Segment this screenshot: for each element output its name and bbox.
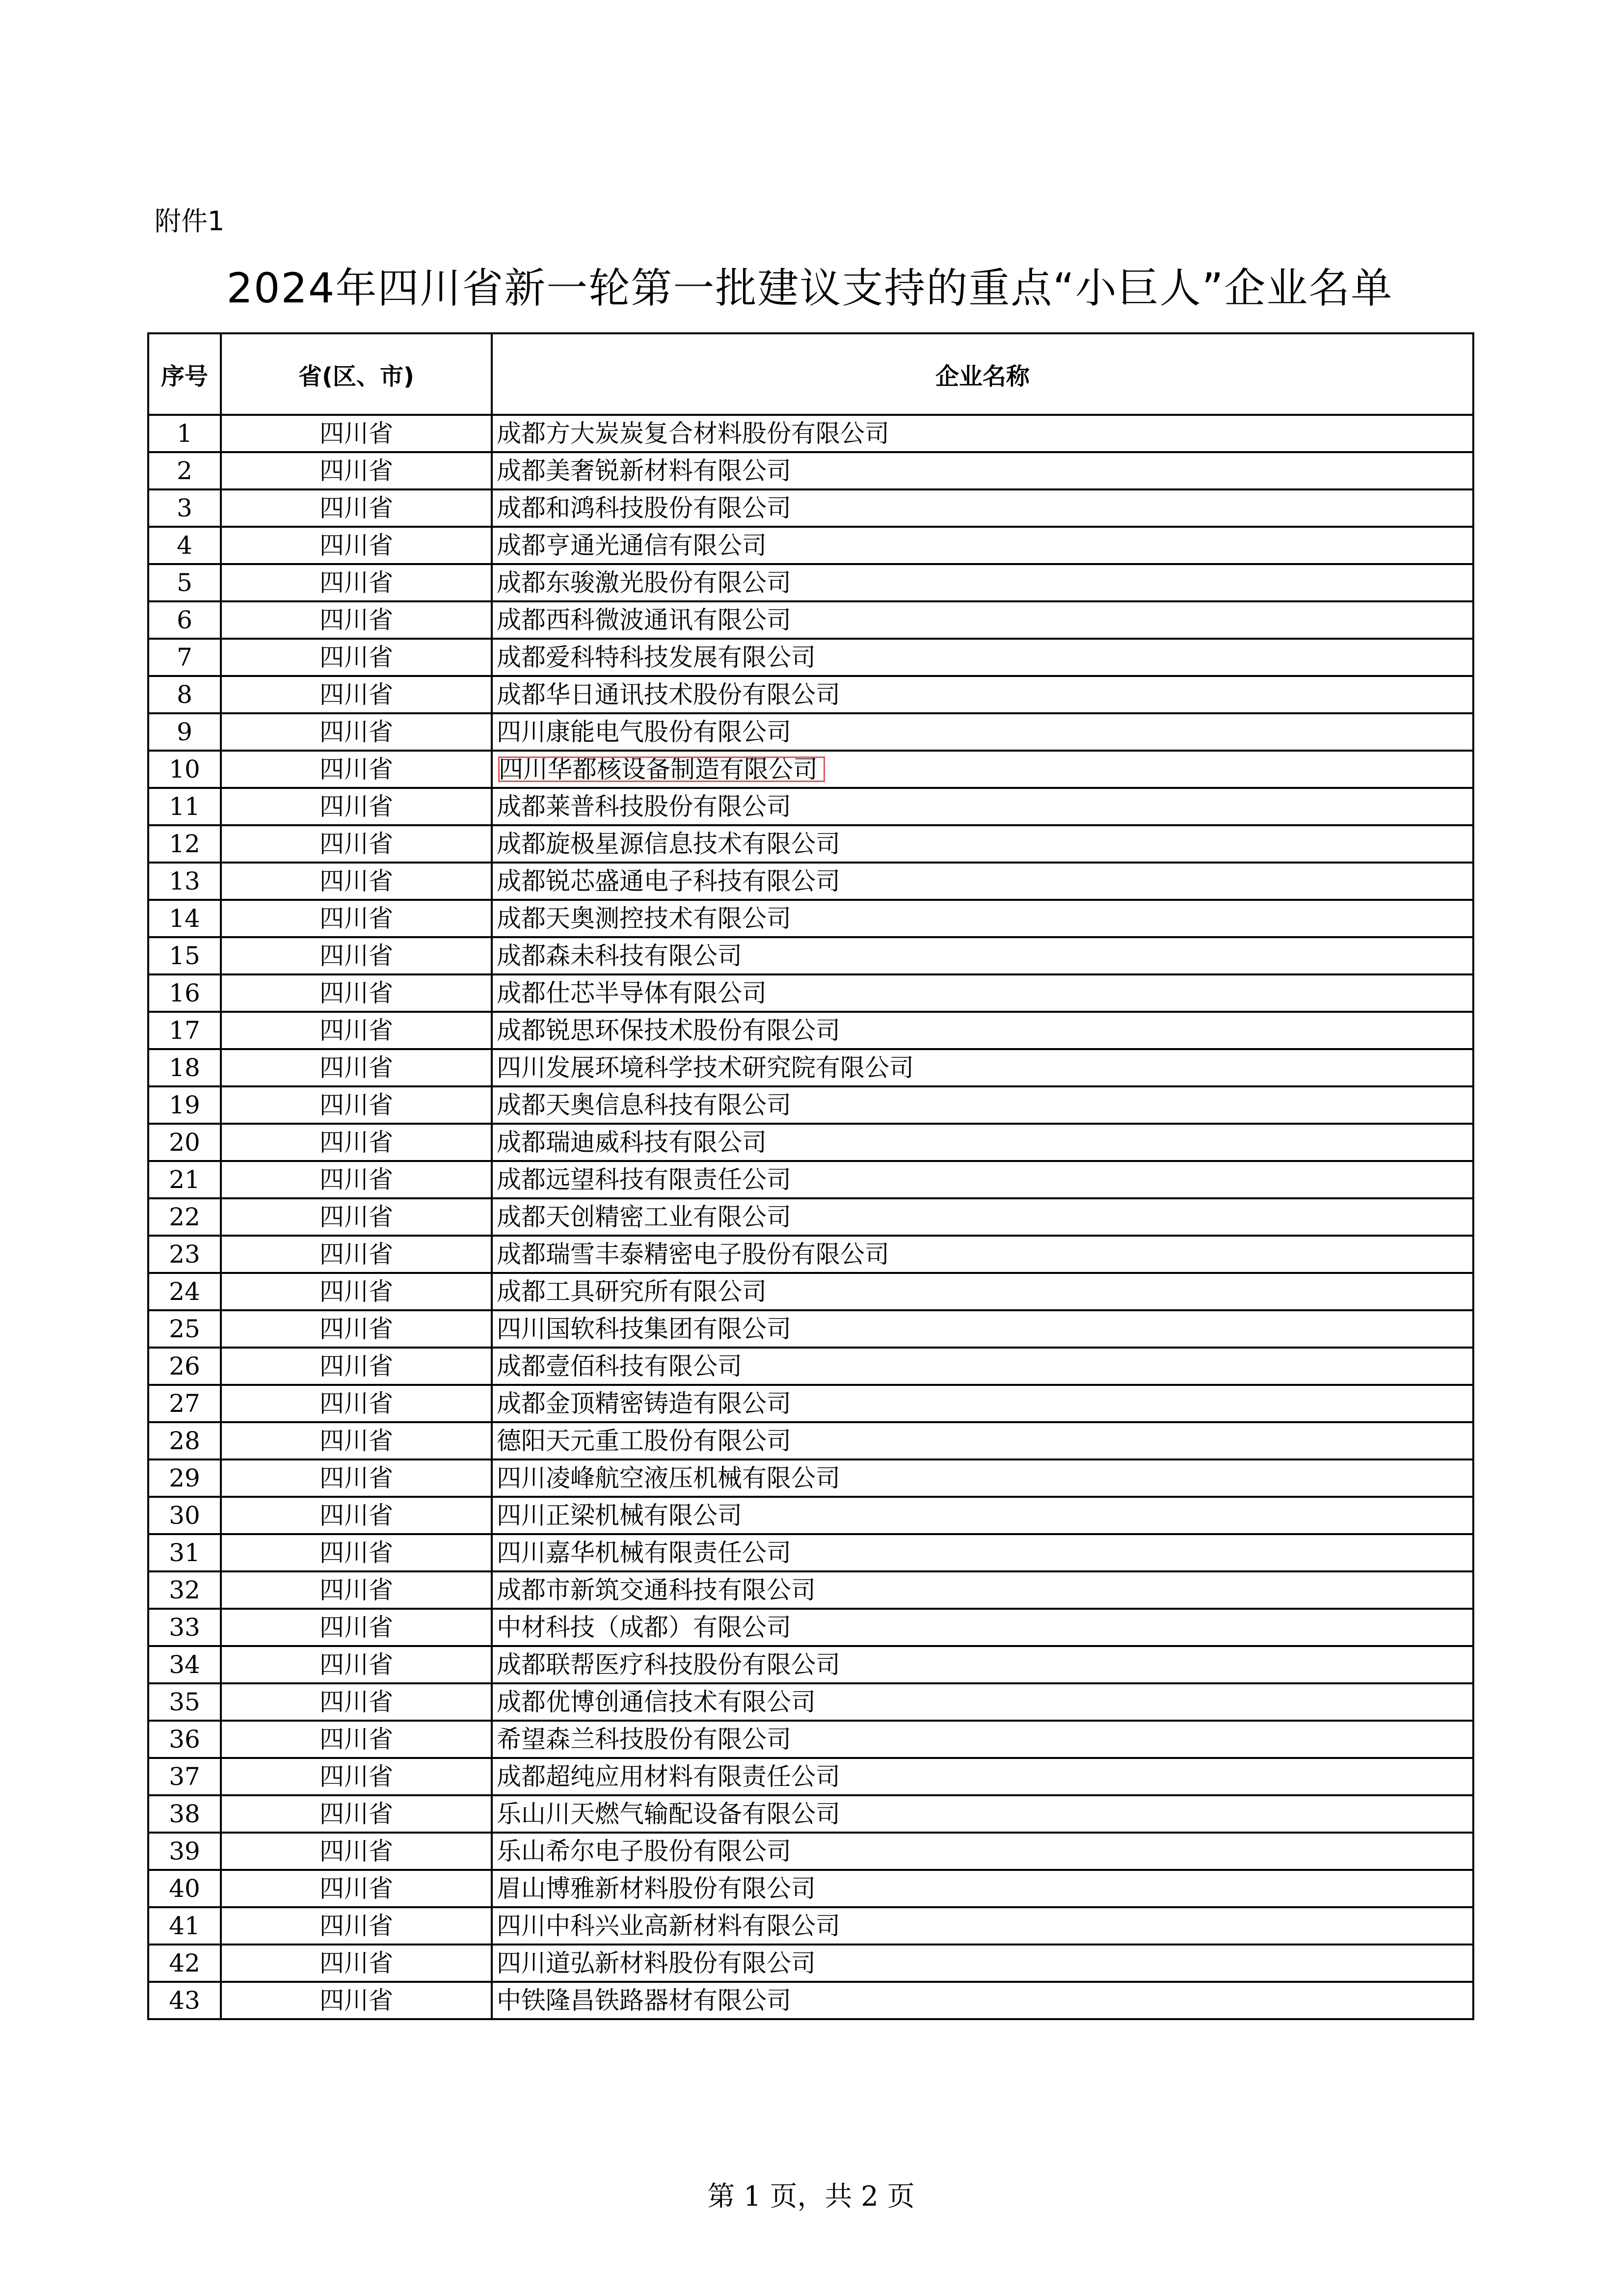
company-name-text: 乐山希尔电子股份有限公司 — [497, 1837, 791, 1865]
company-name-cell — [492, 489, 1473, 527]
serial-number-cell: 8 — [148, 676, 221, 713]
company-name-cell — [492, 713, 1473, 751]
table-row — [148, 1459, 1473, 1497]
province-cell: 四川省 — [221, 1795, 492, 1833]
company-name-cell — [492, 1161, 1473, 1198]
company-name-cell — [492, 1086, 1473, 1124]
table-row — [148, 1982, 1473, 2019]
province-cell: 四川省 — [221, 1198, 492, 1236]
company-name-cell — [492, 1758, 1473, 1795]
table-row — [148, 1236, 1473, 1273]
province-cell: 四川省 — [221, 1497, 492, 1534]
province-cell: 四川省 — [221, 1124, 492, 1161]
serial-number-cell: 26 — [148, 1348, 221, 1385]
province-cell: 四川省 — [221, 527, 492, 564]
province-cell: 四川省 — [221, 1236, 492, 1273]
table-row — [148, 1049, 1473, 1086]
company-name-text: 成都联帮医疗科技股份有限公司 — [497, 1650, 840, 1679]
company-name-text: 四川康能电气股份有限公司 — [497, 718, 791, 746]
province-cell: 四川省 — [221, 1049, 492, 1086]
company-name-text: 成都亨通光通信有限公司 — [497, 531, 767, 560]
province-cell: 四川省 — [221, 974, 492, 1012]
company-name-text: 成都天创精密工业有限公司 — [497, 1203, 791, 1231]
province-cell: 四川省 — [221, 639, 492, 676]
company-name-text: 成都锐芯盛通电子科技有限公司 — [497, 867, 840, 895]
serial-number-cell: 6 — [148, 601, 221, 639]
company-table — [147, 332, 1474, 2020]
serial-number-cell: 14 — [148, 900, 221, 937]
company-name-text: 四川发展环境科学技术研究院有限公司 — [497, 1053, 914, 1082]
company-name-text: 成都和鸿科技股份有限公司 — [497, 494, 791, 522]
company-name-cell — [492, 1124, 1473, 1161]
company-name-cell — [492, 452, 1473, 489]
company-name-cell — [492, 415, 1473, 452]
page-footer: 第 1 页，共 2 页 — [707, 2181, 915, 2213]
company-name-cell — [492, 1795, 1473, 1833]
serial-number-cell: 42 — [148, 1945, 221, 1982]
company-name-cell — [492, 601, 1473, 639]
table-row — [148, 825, 1473, 863]
province-cell: 四川省 — [221, 788, 492, 825]
company-name-cell — [492, 1459, 1473, 1497]
table-row — [148, 676, 1473, 713]
company-name-text: 成都森未科技有限公司 — [497, 942, 742, 970]
table-row — [148, 1198, 1473, 1236]
serial-number-cell: 39 — [148, 1833, 221, 1870]
serial-number-cell: 13 — [148, 863, 221, 900]
serial-number-cell: 31 — [148, 1534, 221, 1571]
province-cell: 四川省 — [221, 1310, 492, 1348]
company-name-text: 乐山川天燃气输配设备有限公司 — [497, 1800, 840, 1828]
company-name-cell — [492, 1422, 1473, 1459]
company-name-cell — [492, 1683, 1473, 1721]
serial-number-cell: 12 — [148, 825, 221, 863]
company-name-text: 成都天奥测控技术有限公司 — [497, 904, 791, 933]
province-cell: 四川省 — [221, 937, 492, 974]
province-cell: 四川省 — [221, 1833, 492, 1870]
company-name-cell — [492, 1348, 1473, 1385]
table-row — [148, 1161, 1473, 1198]
province-cell: 四川省 — [221, 601, 492, 639]
company-name-cell — [492, 1534, 1473, 1571]
serial-number-cell: 18 — [148, 1049, 221, 1086]
company-name-cell — [492, 564, 1473, 601]
company-name-cell — [492, 1198, 1473, 1236]
table-row — [148, 1012, 1473, 1049]
serial-number-cell: 4 — [148, 527, 221, 564]
province-cell: 四川省 — [221, 1459, 492, 1497]
company-name-text: 四川嘉华机械有限责任公司 — [497, 1539, 791, 1567]
province-cell: 四川省 — [221, 1683, 492, 1721]
table-row — [148, 1348, 1473, 1385]
serial-number-cell: 36 — [148, 1721, 221, 1758]
company-name-cell — [492, 974, 1473, 1012]
company-name-text: 成都超纯应用材料有限责任公司 — [497, 1762, 840, 1791]
table-row — [148, 489, 1473, 527]
company-name-text: 成都瑞迪威科技有限公司 — [497, 1128, 767, 1157]
table-row — [148, 751, 1473, 788]
company-name-text: 中铁隆昌铁路器材有限公司 — [497, 1986, 791, 2015]
serial-number-cell: 3 — [148, 489, 221, 527]
serial-number-cell: 41 — [148, 1907, 221, 1945]
company-name-text: 成都旋极星源信息技术有限公司 — [497, 830, 840, 858]
table-row — [148, 1609, 1473, 1646]
company-name-text: 成都西科微波通讯有限公司 — [497, 606, 791, 634]
company-name-text: 成都市新筑交通科技有限公司 — [497, 1576, 816, 1604]
table-row — [148, 1534, 1473, 1571]
table-row — [148, 1907, 1473, 1945]
company-name-cell — [492, 676, 1473, 713]
province-cell: 四川省 — [221, 564, 492, 601]
company-name-text: 成都华日通讯技术股份有限公司 — [497, 680, 840, 709]
table-row — [148, 1124, 1473, 1161]
company-name-cell — [492, 1571, 1473, 1609]
serial-number-cell: 7 — [148, 639, 221, 676]
serial-number-cell: 40 — [148, 1870, 221, 1907]
company-name-cell — [492, 1945, 1473, 1982]
serial-number-cell: 21 — [148, 1161, 221, 1198]
province-cell: 四川省 — [221, 1907, 492, 1945]
table-row — [148, 863, 1473, 900]
table-row — [148, 1273, 1473, 1310]
province-cell: 四川省 — [221, 1161, 492, 1198]
serial-number-cell: 19 — [148, 1086, 221, 1124]
province-cell: 四川省 — [221, 415, 492, 452]
serial-number-cell: 38 — [148, 1795, 221, 1833]
table-row — [148, 1833, 1473, 1870]
attachment-label: 附件1 — [155, 206, 225, 237]
company-name-text: 四川道弘新材料股份有限公司 — [497, 1949, 816, 1977]
table-row — [148, 713, 1473, 751]
table-row — [148, 639, 1473, 676]
company-name-text: 中材科技（成都）有限公司 — [497, 1613, 791, 1642]
company-name-text: 希望森兰科技股份有限公司 — [497, 1725, 791, 1754]
province-cell: 四川省 — [221, 863, 492, 900]
serial-number-cell: 43 — [148, 1982, 221, 2019]
province-cell: 四川省 — [221, 1870, 492, 1907]
table-row — [148, 1571, 1473, 1609]
table-row — [148, 788, 1473, 825]
table-row — [148, 1945, 1473, 1982]
company-name-cell — [492, 1721, 1473, 1758]
serial-number-cell: 29 — [148, 1459, 221, 1497]
province-cell: 四川省 — [221, 1534, 492, 1571]
header-company-name: 企业名称 — [492, 333, 1473, 415]
serial-number-cell: 16 — [148, 974, 221, 1012]
company-name-text: 四川华都核设备制造有限公司 — [497, 755, 826, 783]
company-name-text: 成都天奥信息科技有限公司 — [497, 1091, 791, 1119]
company-name-cell — [492, 1012, 1473, 1049]
province-cell: 四川省 — [221, 452, 492, 489]
table-header — [148, 333, 1473, 415]
company-name-cell — [492, 900, 1473, 937]
province-cell: 四川省 — [221, 900, 492, 937]
header-province: 省(区、市) — [221, 333, 492, 415]
company-name-text: 四川凌峰航空液压机械有限公司 — [497, 1464, 840, 1492]
table-row — [148, 601, 1473, 639]
company-name-cell — [492, 1310, 1473, 1348]
province-cell: 四川省 — [221, 1012, 492, 1049]
company-name-cell — [492, 751, 1473, 788]
header-row — [148, 333, 1473, 415]
table-row — [148, 415, 1473, 452]
province-cell: 四川省 — [221, 676, 492, 713]
company-name-cell — [492, 1870, 1473, 1907]
serial-number-cell: 9 — [148, 713, 221, 751]
province-cell: 四川省 — [221, 1945, 492, 1982]
table-row — [148, 900, 1473, 937]
province-cell: 四川省 — [221, 1273, 492, 1310]
table-row — [148, 1795, 1473, 1833]
company-name-text: 成都优博创通信技术有限公司 — [497, 1688, 816, 1716]
province-cell: 四川省 — [221, 713, 492, 751]
company-name-cell — [492, 788, 1473, 825]
province-cell: 四川省 — [221, 1982, 492, 2019]
company-name-text: 成都仕芯半导体有限公司 — [497, 979, 767, 1007]
table-row — [148, 452, 1473, 489]
serial-number-cell: 32 — [148, 1571, 221, 1609]
province-cell: 四川省 — [221, 1571, 492, 1609]
serial-number-cell: 17 — [148, 1012, 221, 1049]
province-cell: 四川省 — [221, 1609, 492, 1646]
company-name-text: 成都金顶精密铸造有限公司 — [497, 1389, 791, 1418]
serial-number-cell: 10 — [148, 751, 221, 788]
company-name-cell — [492, 863, 1473, 900]
province-cell: 四川省 — [221, 1758, 492, 1795]
serial-number-cell: 35 — [148, 1683, 221, 1721]
serial-number-cell: 1 — [148, 415, 221, 452]
table-row — [148, 1385, 1473, 1422]
company-name-text: 成都莱普科技股份有限公司 — [497, 792, 791, 821]
company-name-text: 成都瑞雪丰泰精密电子股份有限公司 — [497, 1240, 889, 1269]
serial-number-cell: 33 — [148, 1609, 221, 1646]
province-cell: 四川省 — [221, 1086, 492, 1124]
table-row — [148, 1683, 1473, 1721]
serial-number-cell: 5 — [148, 564, 221, 601]
table-row — [148, 1310, 1473, 1348]
company-name-text: 成都锐思环保技术股份有限公司 — [497, 1016, 840, 1045]
table-row — [148, 1646, 1473, 1683]
company-name-cell — [492, 1273, 1473, 1310]
table-row — [148, 937, 1473, 974]
company-name-cell — [492, 1907, 1473, 1945]
table-row — [148, 527, 1473, 564]
serial-number-cell: 30 — [148, 1497, 221, 1534]
serial-number-cell: 22 — [148, 1198, 221, 1236]
province-cell: 四川省 — [221, 751, 492, 788]
company-name-text: 四川中科兴业高新材料有限公司 — [497, 1912, 840, 1940]
serial-number-cell: 15 — [148, 937, 221, 974]
province-cell: 四川省 — [221, 1385, 492, 1422]
company-name-cell — [492, 1497, 1473, 1534]
serial-number-cell: 23 — [148, 1236, 221, 1273]
table-body — [148, 415, 1473, 2019]
province-cell: 四川省 — [221, 1348, 492, 1385]
company-name-cell — [492, 1236, 1473, 1273]
table-row — [148, 564, 1473, 601]
company-name-cell — [492, 1646, 1473, 1683]
company-name-text: 成都工具研究所有限公司 — [497, 1277, 767, 1306]
company-name-cell — [492, 639, 1473, 676]
province-cell: 四川省 — [221, 1721, 492, 1758]
serial-number-cell: 27 — [148, 1385, 221, 1422]
company-name-text: 成都爱科特科技发展有限公司 — [497, 643, 816, 672]
company-name-cell — [492, 1982, 1473, 2019]
serial-number-cell: 34 — [148, 1646, 221, 1683]
company-name-text: 成都东骏激光股份有限公司 — [497, 568, 791, 597]
province-cell: 四川省 — [221, 1422, 492, 1459]
company-name-cell — [492, 1609, 1473, 1646]
province-cell: 四川省 — [221, 1646, 492, 1683]
company-name-cell — [492, 527, 1473, 564]
document-title: 2024年四川省新一轮第一批建议支持的重点“小巨人”企业名单 — [226, 264, 1393, 312]
serial-number-cell: 25 — [148, 1310, 221, 1348]
company-name-text: 成都壹佰科技有限公司 — [497, 1352, 742, 1380]
company-name-text: 眉山博雅新材料股份有限公司 — [497, 1874, 816, 1903]
province-cell: 四川省 — [221, 489, 492, 527]
province-cell: 四川省 — [221, 825, 492, 863]
serial-number-cell: 2 — [148, 452, 221, 489]
company-name-text: 四川国软科技集团有限公司 — [497, 1315, 791, 1343]
company-name-cell — [492, 937, 1473, 974]
serial-number-cell: 24 — [148, 1273, 221, 1310]
table-row — [148, 1086, 1473, 1124]
table-row — [148, 1721, 1473, 1758]
company-name-text: 成都远望科技有限责任公司 — [497, 1165, 791, 1194]
company-name-cell — [492, 1049, 1473, 1086]
table-row — [148, 1422, 1473, 1459]
serial-number-cell: 28 — [148, 1422, 221, 1459]
company-name-cell — [492, 1833, 1473, 1870]
company-name-text: 成都美奢锐新材料有限公司 — [497, 457, 791, 485]
table-row — [148, 1758, 1473, 1795]
company-name-text: 成都方大炭炭复合材料股份有限公司 — [497, 419, 889, 448]
serial-number-cell: 20 — [148, 1124, 221, 1161]
company-name-text: 四川正梁机械有限公司 — [497, 1501, 742, 1530]
company-name-text: 德阳天元重工股份有限公司 — [497, 1427, 791, 1455]
serial-number-cell: 37 — [148, 1758, 221, 1795]
company-name-cell — [492, 825, 1473, 863]
header-serial-number: 序号 — [148, 333, 221, 415]
table-row — [148, 1497, 1473, 1534]
table-row — [148, 974, 1473, 1012]
serial-number-cell: 11 — [148, 788, 221, 825]
company-name-cell — [492, 1385, 1473, 1422]
table-row — [148, 1870, 1473, 1907]
